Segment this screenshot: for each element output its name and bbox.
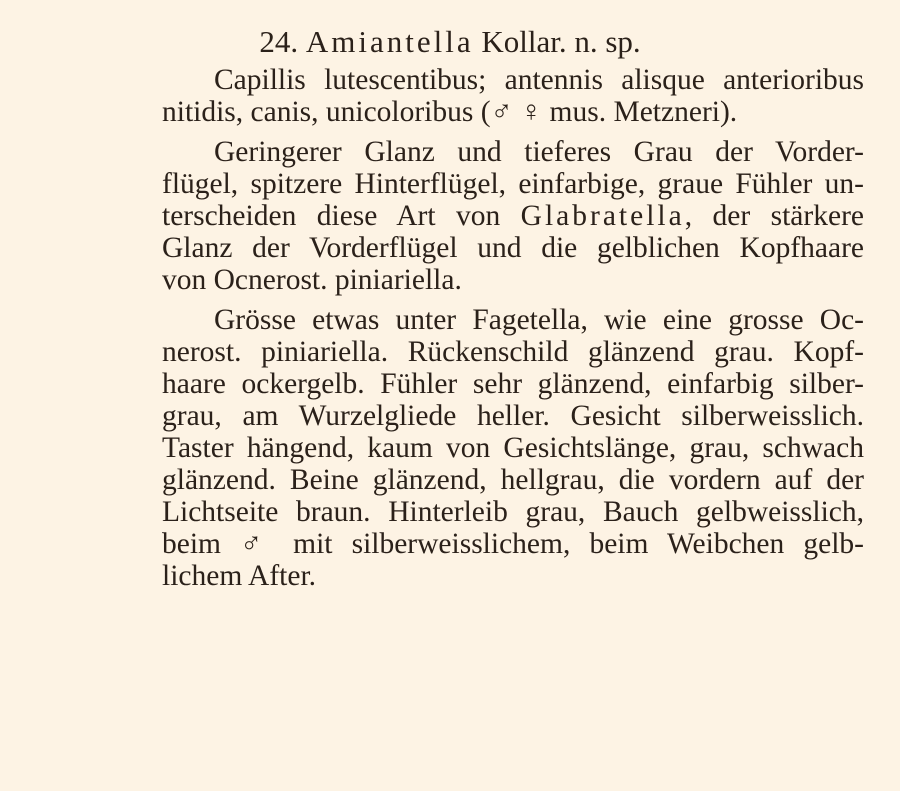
paragraph-3-line-7: Lichtseite braun. Hinterleib grau, Bauch gelbweisslich,: [162, 496, 864, 528]
paragraph-3-line-6: glänzend. Beine glänzend, hellgrau, die vordern auf der: [162, 464, 864, 496]
paragraph-3-line-5: Taster hängend, kaum von Gesichtslänge, grau, schwach: [162, 432, 864, 464]
paragraph-2-line-3: [162, 200, 864, 232]
species-genus: Amiantella: [305, 24, 474, 59]
paragraph-1-line-1: Capillis lutescentibus; antennis alisque anterioribus: [214, 64, 864, 96]
paragraph-2-line-3-post: , der stärkere: [684, 200, 864, 232]
species-number: 24.: [259, 24, 299, 59]
paragraph-2-line-3-species: Glabratella: [520, 200, 685, 232]
paragraph-2-line-2: flügel, spitzere Hinterflügel, einfarbige, graue Fühler un-: [162, 168, 864, 200]
paragraph-3-line-3: haare ockergelb. Fühler sehr glänzend, einfarbig silber-: [162, 368, 864, 400]
paragraph-2-line-1: Geringerer Glanz und tieferes Grau der Vorder-: [214, 136, 864, 168]
paragraph-3-line-8: beim ♂ mit silberweisslichem, beim Weibchen gelb-: [162, 528, 864, 560]
paragraph-2-line-5: von Ocnerost. piniariella.: [162, 264, 462, 296]
paragraph-2-line-3-pre: terscheiden diese Art von: [162, 200, 521, 232]
species-heading: [0, 25, 900, 59]
paragraph-1-line-2: nitidis, canis, unicoloribus (♂ ♀ mus. Metzneri).: [162, 96, 738, 128]
species-authority: Kollar. n. sp.: [481, 24, 641, 59]
paragraph-3-line-1: Grösse etwas unter Fagetella, wie eine grosse Oc-: [214, 304, 864, 336]
paragraph-3-line-2: nerost. piniariella. Rückenschild glänzend grau. Kopf-: [162, 336, 864, 368]
paragraph-2-line-4: Glanz der Vorderflügel und die gelblichen Kopfhaare: [162, 232, 864, 264]
paragraph-3-line-4: grau, am Wurzelgliede heller. Gesicht silberweisslich.: [162, 400, 864, 432]
paragraph-3-line-9: lichem After.: [162, 560, 317, 592]
